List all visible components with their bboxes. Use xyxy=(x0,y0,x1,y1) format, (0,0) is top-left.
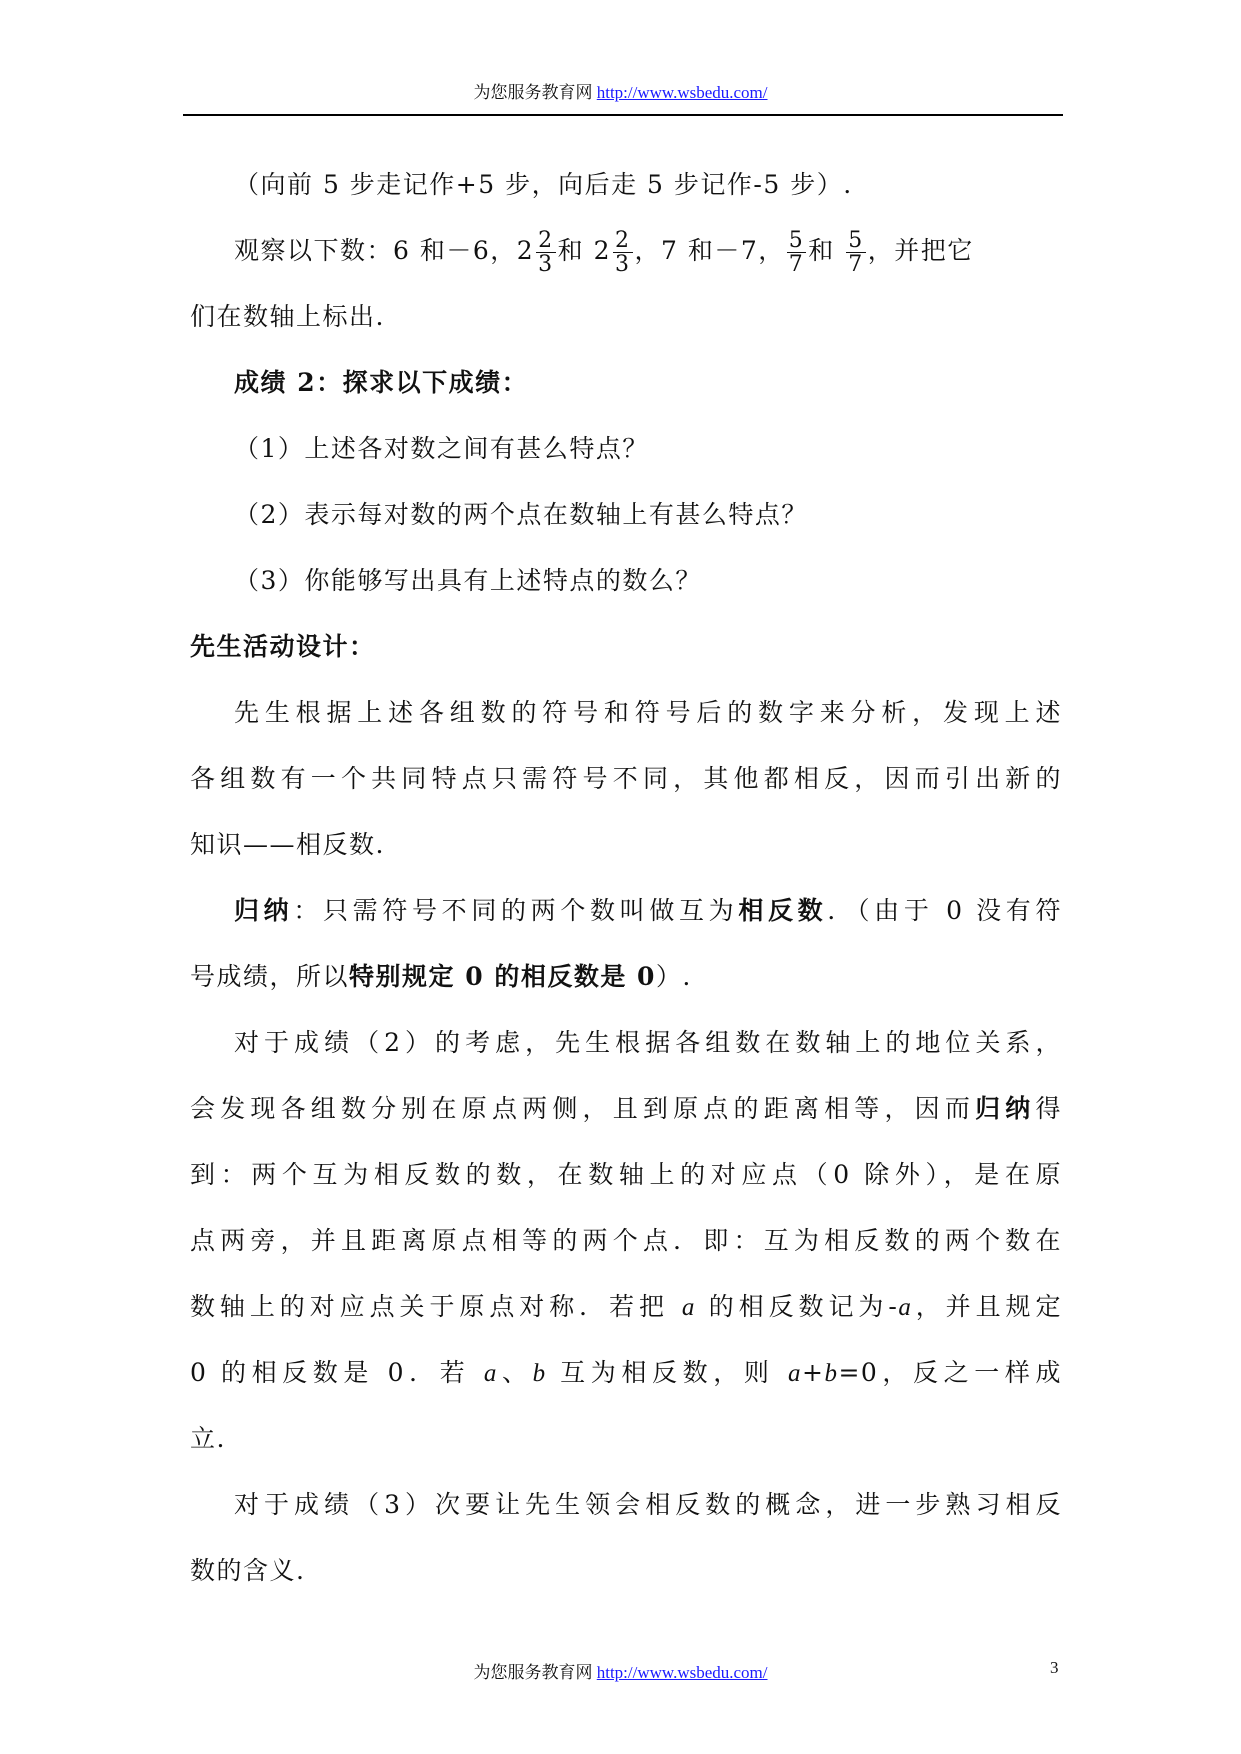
section-title: 先生活动设计： xyxy=(190,632,376,661)
question-1: （1）上述各对数之间有甚么特点？ xyxy=(234,434,649,463)
para3-line2: 会发现各组数分别在原点两侧，且到原点的距离相等，因而归纳得 xyxy=(190,1094,1062,1123)
fraction-2: $\frac{2}{3}$ xyxy=(615,227,631,277)
question-3: （3）你能够写出具有上述特点的数么？ xyxy=(234,566,702,595)
page-number: 3 xyxy=(1050,1658,1059,1677)
p2-text-a: 观察以下数：6 和－6， xyxy=(234,236,517,265)
document-body xyxy=(190,152,1062,1604)
fraction-1: $\frac{2}{3}$ xyxy=(538,227,554,277)
question-title: 成绩 2：探求以下成绩： xyxy=(234,368,529,397)
header-link[interactable]: http://www.wsbedu.com/ xyxy=(596,83,768,102)
para3-line5: 数轴上的对应点关于原点对称．若把 a 的相反数记为-a，并且规定 xyxy=(190,1292,1062,1321)
mixed-fraction-2: 2 $\frac{2}{3}$ xyxy=(593,227,631,277)
fraction-3: $\frac{5}{7}$ xyxy=(788,227,805,277)
para2-line1: 归纳：只需符号不同的两个数叫做互为相反数．（由于 0 没有符 xyxy=(234,896,1062,925)
para3-line7: 立. xyxy=(190,1424,226,1453)
p2-text-c: ，并把它 xyxy=(867,236,974,265)
para3-line6: 0 的相反数是 0．若 a、b 互为相反数，则 a+b=0，反之一样成 xyxy=(190,1358,1062,1387)
page-header xyxy=(0,78,1241,103)
para1-line2: 各组数有一个共同特点只需符号不同，其他都相反，因而引出新的 xyxy=(190,764,1062,793)
fraction-4: $\frac{5}{7}$ xyxy=(848,227,864,277)
para3-line3: 到：两个互为相反数的数，在数轴上的对应点（0 除外），是在原 xyxy=(190,1160,1062,1189)
p2-text-b: ，7 和－7， xyxy=(634,236,785,265)
question-2: （2）表示每对数的两个点在数轴上有甚么特点？ xyxy=(234,500,808,529)
para1-line3: 知识——相反数. xyxy=(190,830,385,859)
p2-and-2: 和 xyxy=(808,236,845,265)
para2-line2: 号成绩，所以特别规定 0 的相反数是 0）. xyxy=(190,962,692,991)
paragraph-p2-line2: 们在数轴上标出. xyxy=(190,302,385,331)
paragraph-p2-line1 xyxy=(190,218,1062,284)
para3-line1: 对于成绩（2）的考虑，先生根据各组数在数轴上的地位关系， xyxy=(234,1028,1062,1057)
para4-line2: 数的含义. xyxy=(190,1556,306,1585)
footer-link[interactable]: http://www.wsbedu.com/ xyxy=(596,1663,768,1682)
para4-line1: 对于成绩（3）次要让先生领会相反数的概念，进一步熟习相反 xyxy=(234,1490,1062,1519)
para1-line1: 先生根据上述各组数的符号和符号后的数字来分析，发现上述 xyxy=(234,698,1062,727)
paragraph-p1: （向前 5 步走记作+5 步，向后走 5 步记作-5 步）. xyxy=(234,170,853,199)
footer-site: 为您服务教育网 xyxy=(473,1663,597,1682)
para3-line4: 点两旁，并且距离原点相等的两个点．即：互为相反数的两个数在 xyxy=(190,1226,1062,1255)
header-site: 为您服务教育网 xyxy=(473,83,597,102)
header-rule xyxy=(183,114,1063,116)
p2-and-1: 和 xyxy=(557,236,594,265)
mixed-fraction-1: 2 $\frac{2}{3}$ xyxy=(516,227,554,277)
